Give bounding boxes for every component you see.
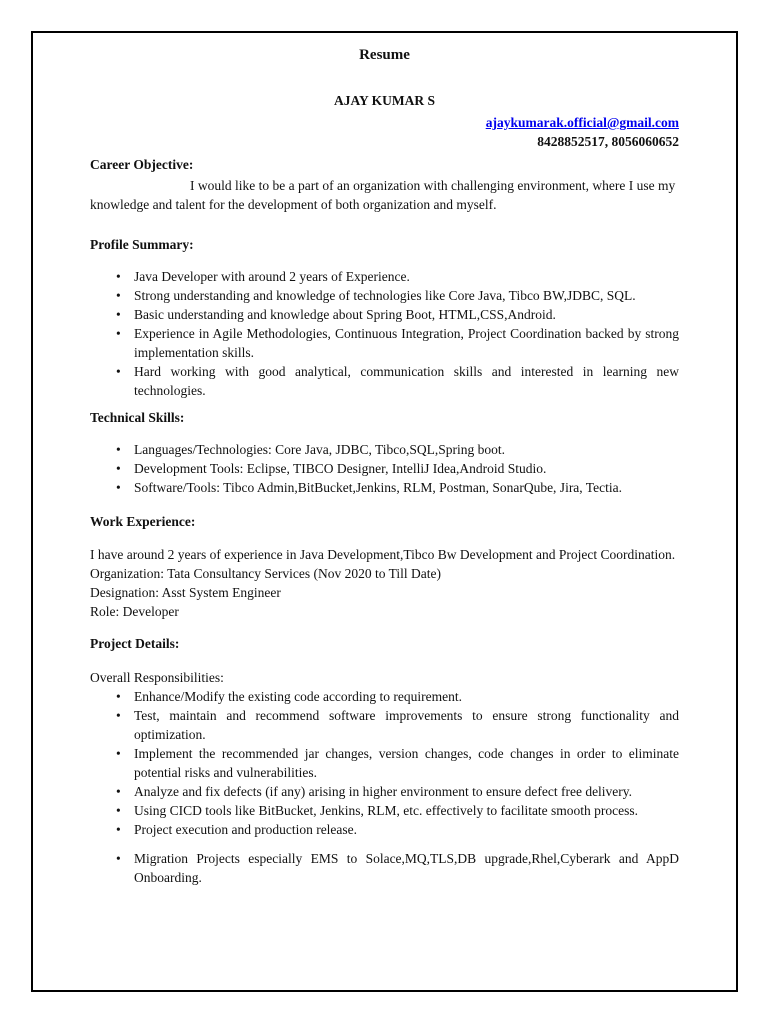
list-item: • Development Tools: Eclipse, TIBCO Designer, IntelliJ Idea,Android Studio. [90, 459, 679, 478]
list-item: • Using CICD tools like BitBucket, Jenkins, RLM, etc. effectively to facilitate smooth process. [90, 801, 679, 820]
page-title: Resume [359, 47, 410, 63]
work-role: Role: Developer [90, 604, 179, 619]
candidate-name: AJAY KUMAR S [333, 93, 435, 108]
project-details-heading: Project Details: [90, 636, 180, 651]
email-link[interactable]: ajaykumarak.official@gmail.com [485, 115, 679, 130]
list-item: • Basic understanding and knowledge about Spring Boot, HTML,CSS,Android. [90, 305, 679, 324]
list-item: • Strong understanding and knowledge of technologies like Core Java, Tibco BW,JDBC, SQL. [90, 286, 679, 305]
profile-summary-list [90, 267, 679, 400]
list-item: • Analyze and fix defects (if any) arising in higher environment to ensure defect free delivery. [90, 782, 679, 801]
responsibilities-list [90, 687, 679, 887]
technical-skills-list [90, 440, 679, 497]
list-item: • Languages/Technologies: Core Java, JDBC, Tibco,SQL,Spring boot. [90, 440, 679, 459]
technical-skills-heading: Technical Skills: [90, 410, 185, 425]
profile-summary-heading: Profile Summary: [90, 237, 194, 252]
list-item: • Hard working with good analytical, communication skills and interested in learning new technologies. [90, 362, 679, 400]
list-item: • Implement the recommended jar changes, version changes, code changes in order to eliminate potential risks and vulnerabilities. [90, 744, 679, 782]
list-item: • Experience in Agile Methodologies, Continuous Integration, Project Coordination backed by strong implementation skills. [90, 324, 679, 362]
career-objective-heading: Career Objective: [90, 157, 194, 172]
work-organization: Organization: Tata Consultancy Services (Nov 2020 to Till Date) [90, 566, 442, 581]
career-objective-text: I would like to be a part of an organization with challenging environment, where I use my knowledge and talent for the development of both organization and myself. [90, 178, 676, 212]
work-experience-summary: I have around 2 years of experience in Java Development,Tibco Bw Development and Project Coordination. [90, 547, 676, 562]
list-item: • Migration Projects especially EMS to Solace,MQ,TLS,DB upgrade,Rhel,Cyberark and AppD Onboarding. [90, 849, 679, 887]
phone-numbers: 8428852517, 8056060652 [537, 134, 679, 149]
list-item: • Project execution and production release. [90, 820, 679, 839]
list-item: • Software/Tools: Tibco Admin,BitBucket,Jenkins, RLM, Postman, SonarQube, Jira, Tectia. [90, 478, 679, 497]
contact-block [90, 113, 679, 151]
resume-page [31, 31, 738, 992]
work-designation: Designation: Asst System Engineer [90, 585, 281, 600]
list-item: • Test, maintain and recommend software improvements to ensure strong functionality and optimization. [90, 706, 679, 744]
work-experience-heading: Work Experience: [90, 514, 196, 529]
overall-responsibilities-label: Overall Responsibilities: [90, 670, 224, 685]
list-item: • Enhance/Modify the existing code according to requirement. [90, 687, 679, 706]
list-item: • Java Developer with around 2 years of Experience. [90, 267, 679, 286]
email-line [90, 113, 679, 132]
